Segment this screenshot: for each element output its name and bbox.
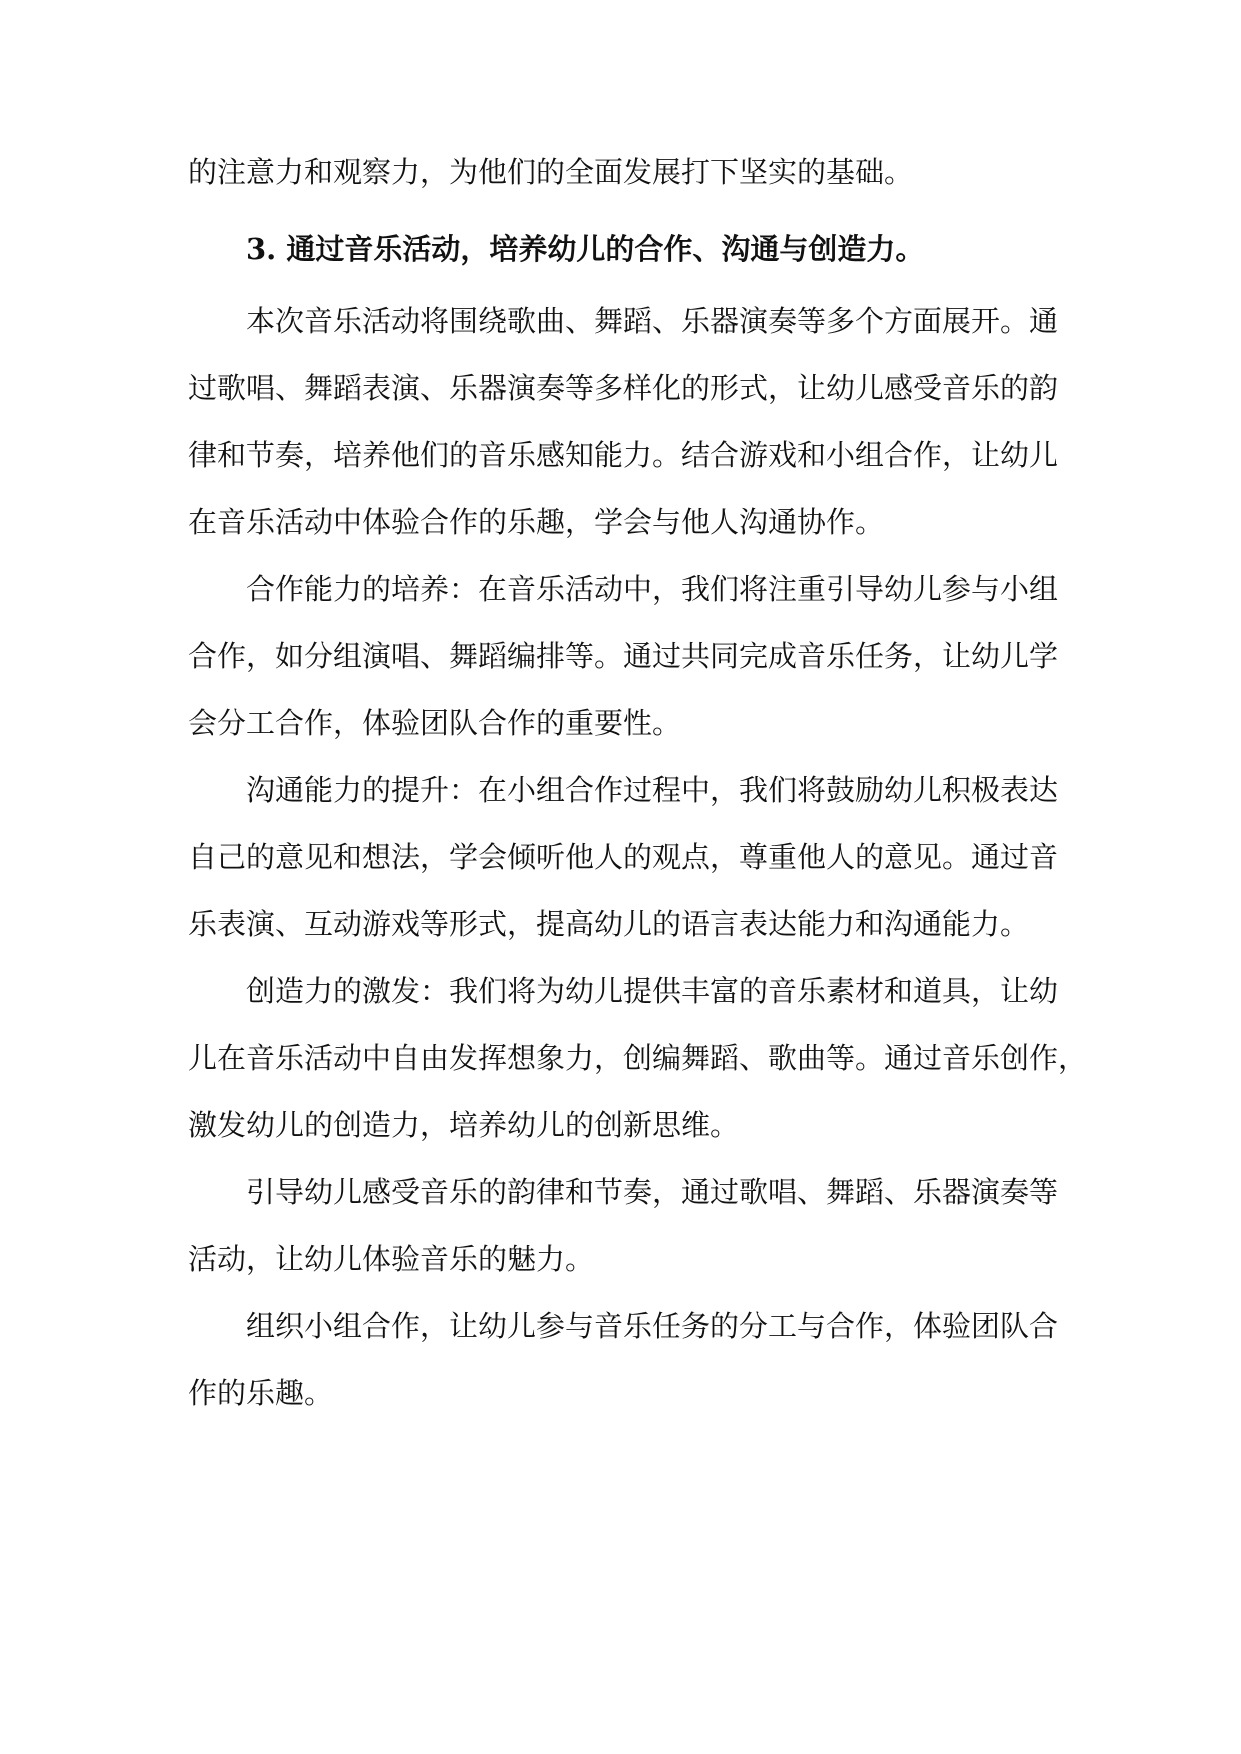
paragraph-line: 活动，让幼儿体验音乐的魅力。 — [188, 1242, 595, 1276]
paragraph-line: 合作能力的培养：在音乐活动中，我们将注重引导幼儿参与小组 — [246, 572, 1059, 606]
paragraph-line: 乐表演、互动游戏等形式，提高幼儿的语言表达能力和沟通能力。 — [188, 907, 1030, 941]
paragraph-line: 激发幼儿的创造力，培养幼儿的创新思维。 — [188, 1108, 740, 1142]
paragraph-line: 本次音乐活动将围绕歌曲、舞蹈、乐器演奏等多个方面展开。通 — [246, 304, 1059, 338]
continuation-line: 的注意力和观察力，为他们的全面发展打下坚实的基础。 — [188, 155, 914, 189]
paragraph-line: 自己的意见和想法，学会倾听他人的观点，尊重他人的意见。通过音 — [188, 840, 1059, 874]
paragraph-line: 儿在音乐活动中自由发挥想象力，创编舞蹈、歌曲等。通过音乐创作， — [188, 1041, 1088, 1075]
paragraph-line: 组织小组合作，让幼儿参与音乐任务的分工与合作，体验团队合 — [246, 1309, 1059, 1343]
paragraph-line: 在音乐活动中体验合作的乐趣，学会与他人沟通协作。 — [188, 505, 885, 539]
paragraph-line: 会分工合作，体验团队合作的重要性。 — [188, 706, 682, 740]
paragraph-line: 创造力的激发：我们将为幼儿提供丰富的音乐素材和道具，让幼 — [246, 974, 1059, 1008]
paragraph-line: 引导幼儿感受音乐的韵律和节奏，通过歌唱、舞蹈、乐器演奏等 — [246, 1175, 1059, 1209]
paragraph-line: 合作，如分组演唱、舞蹈编排等。通过共同完成音乐任务，让幼儿学 — [188, 639, 1059, 673]
paragraph-line: 律和节奏，培养他们的音乐感知能力。结合游戏和小组合作，让幼儿 — [188, 438, 1059, 472]
paragraph-line: 过歌唱、舞蹈表演、乐器演奏等多样化的形式，让幼儿感受音乐的韵 — [188, 371, 1059, 405]
paragraph-line: 作的乐趣。 — [188, 1376, 334, 1410]
section-heading: 3. 通过音乐活动，培养幼儿的合作、沟通与创造力。 — [246, 232, 925, 266]
paragraph-line: 沟通能力的提升：在小组合作过程中，我们将鼓励幼儿积极表达 — [246, 773, 1059, 807]
